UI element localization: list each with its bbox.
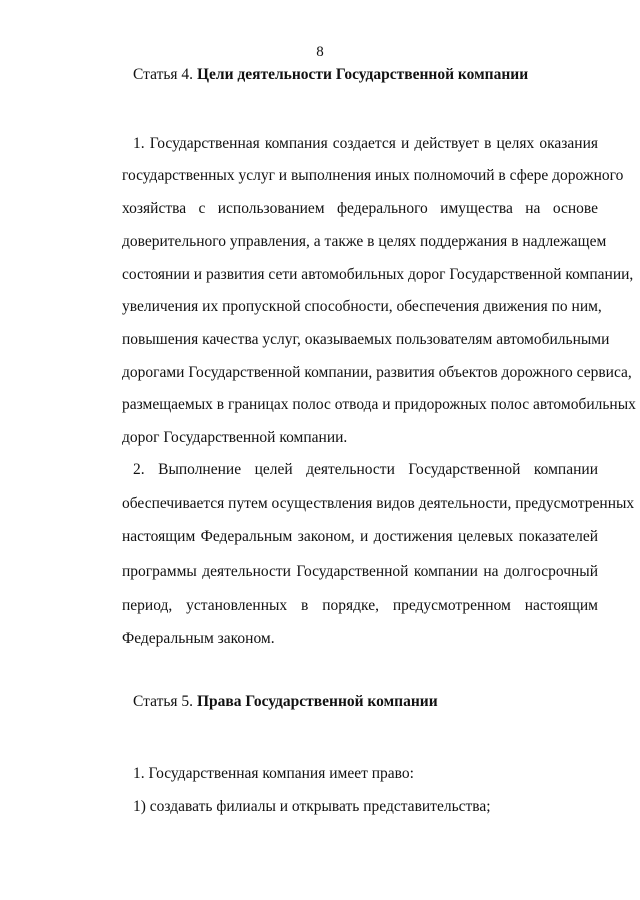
paragraph-line: дорогами Государственной компании, развития объектов дорожного сервиса, [122, 364, 632, 381]
paragraph-line: период, установленных в порядке, предусмотренном настоящим [122, 597, 598, 614]
paragraph-line: настоящим Федеральным законом, и достижения целевых показателей [122, 528, 598, 545]
article-4-heading [133, 66, 528, 84]
paragraph-line: государственных услуг и выполнения иных полномочий в сфере дорожного [122, 167, 624, 184]
paragraph-line: 1) создавать филиалы и открывать представительства; [133, 798, 491, 815]
paragraph-line: размещаемых в границах полос отвода и придорожных полос автомобильных [122, 396, 636, 413]
article-5-heading [133, 693, 438, 711]
paragraph-line: 1. Государственная компания создается и действует в целях оказания [133, 135, 598, 152]
article-5-prefix: Статья 5. [133, 693, 194, 710]
article-4-prefix: Статья 4. [133, 66, 194, 83]
paragraph-line: программы деятельности Государственной компании на долгосрочный [122, 563, 598, 580]
paragraph-line: дорог Государственной компании. [122, 429, 348, 446]
page-number: 8 [316, 44, 324, 60]
paragraph-line: 2. Выполнение целей деятельности Государственной компании [133, 461, 598, 478]
paragraph-line: повышения качества услуг, оказываемых пользователям автомобильными [122, 331, 610, 348]
paragraph-line: 1. Государственная компания имеет право: [133, 765, 414, 782]
article-4-title: Цели деятельности Государственной компании [196, 66, 529, 83]
article-5-title: Права Государственной компании [196, 693, 438, 710]
paragraph-line: состоянии и развития сети автомобильных дорог Государственной компании, [122, 266, 634, 283]
paragraph-line: обеспечивается путем осуществления видов деятельности, предусмотренных [122, 495, 635, 512]
paragraph-line: Федеральным законом. [122, 630, 275, 647]
paragraph-line: увеличения их пропускной способности, обеспечения движения по ним, [122, 298, 602, 315]
paragraph-line: хозяйства с использованием федерального имущества на основе [122, 200, 598, 217]
paragraph-line: доверительного управления, а также в целях поддержания в надлежащем [122, 233, 607, 250]
